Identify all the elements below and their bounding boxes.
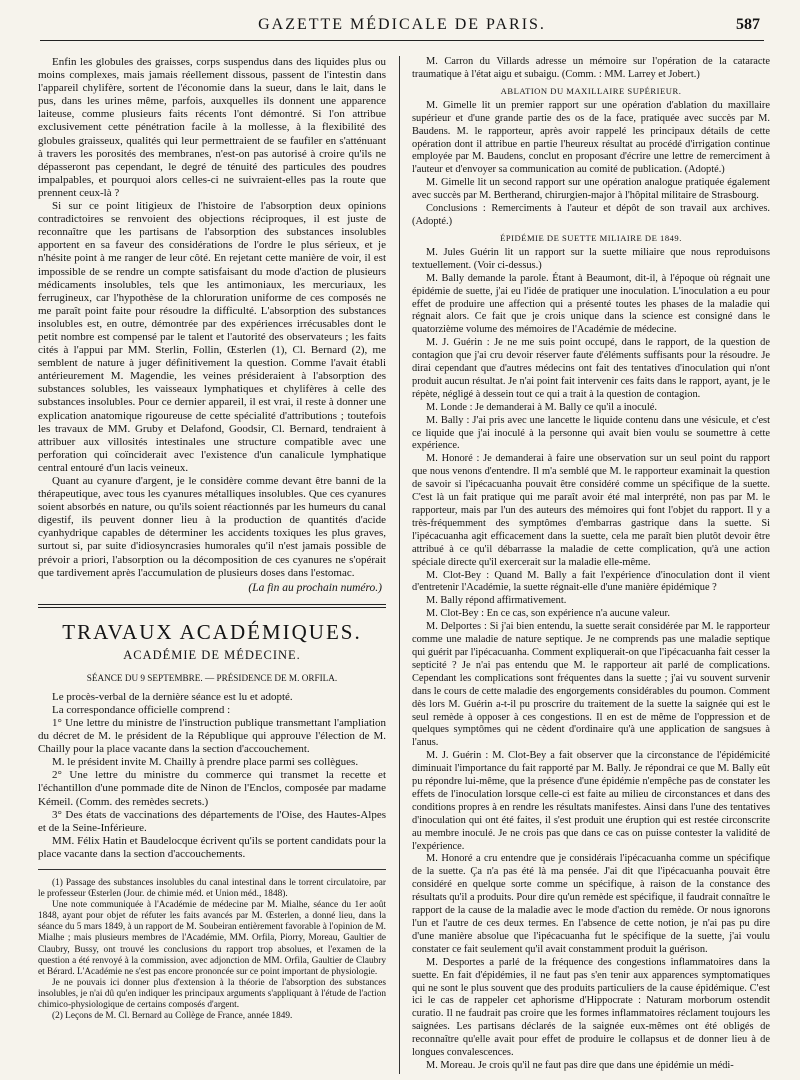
paragraph: La correspondance officielle comprend : — [52, 703, 231, 716]
paragraph: Enfin les globules des graisses, corps suspendus dans des liquides plus ou moins complexes, mais jamais réellement dissous, passent de l'intestin dans l'appareil chylifère, sortent de l'économie dans la sueur, dans le lait, dans le pus, dans les urines même, parfois, auxquelles ils donnent une apparence laiteuse, comme plusieurs faits récents l'ont démontré. Si l'on attribue exclusivement cette pénétration facile à la mollesse, à la flexibilité des globules graisseux, qualités qui leur permettraient de se faufiler en s'atténuant à travers les porosités des membranes, n'est-on pas autorisé à croire qu'ils ne dépasseront pas cependant, le degré de ténuité des particules des poudres impalpables, et pourquoi alors celles-ci ne suivraient-elles pas la route que prennent ceux-là ? — [38, 56, 386, 199]
footnotes — [38, 878, 386, 1022]
right-column — [412, 56, 770, 1076]
paragraph: Si sur ce point litigieux de l'histoire de l'absorption deux opinions contradictoires se renvoient des objections réciproques, il est juste de reconnaître que les partisans de l'absorption des substances insolubles apportent en sa faveur des considérations de l'ordre le plus sérieux, et je n'hésite point à me ranger de leur côté. En rejetant cette manière de voir, il est impossible de se rendre un compte satisfaisant du mode d'action de plusieurs médicaments insolubles, tels que les antimoniaux, les mercuriaux, les ferrugineux, car l'hypothèse de la chloruration uniforme de ces composés ne me paraît point faite pour résoudre la difficulté. L'absorption des substances insolubles est, en outre, démontrée par des expériences irrécusables dont le petit nombre est compensé par le talent et l'autorité des observateurs ; les faits cités à l'appui par MM. Sterlin, Follin, Œsterlen (1), Cl. Bernard (2), me semblent de nature à juger définitivement la question. Comme l'avait établi antérieurement M. Magendie, les veines présideraient à l'absorption des substances solubles, les vaisseaux lymphatiques et chylifères à celle des substances insolubles. Pour ce dernier appareil, il est vrai, il reste à donner une explication anatomique rigoureuse de cette spécialité d'attributions ; toutefois les travaux de MM. Gruby et Delafond, Goodsir, Cl. Bernard, tendraient à attribuer aux villosités intestinales une structure compatible avec une perforation qui coïnciderait avec l'existence d'un canalicule lymphatique central entouré d'un lacis veineux. — [38, 200, 386, 474]
footnote: (2) Leçons de M. Cl. Bernard au Collège de France, année 1849. — [52, 1011, 293, 1022]
paragraph: M. Clot-Bey : En ce cas, son expérience n'a aucune valeur. — [426, 608, 670, 620]
paragraph: M. Bally demande la parole. Étant à Beaumont, dit-il, à l'époque où régnait une épidémie de suette, j'ai eu l'idée de pratiquer une inoculation. L'inoculation a eu pour effet de produire une affection qui a présenté toutes les phases de la maladie qui régnait alors. Ce fait que je crois unique dans la science est consigné dans le quatorzième volume des mémoires de l'Académie de médecine. — [412, 272, 770, 336]
paragraph: M. Bally répond affirmativement. — [426, 595, 567, 607]
paragraph: M. Delportes : Si j'ai bien entendu, la suette serait considérée par M. le rapporteur comme une maladie de nature septique. Je ne comprends pas une maladie septique qui guérit par l'ipécacuanha. Comment expliquerait-on que l'ipécacuanha fait cesser la septicité ? Je n'ai pas entendu que M. le rapporteur ait parlé de complications. Cependant les complications sont fréquentes dans la suette ; j'ai vu souvent survenir dans le cours de cette maladie des engorgements considérables du poumon. Comment dès lors M. Guérin a-t-il pu proscrire du traitement de la suette la saignée qui est le seul remède à opposer à ces congestions. Il en est de même de l'oppression et de quelques symptômes qui ne cèdent d'ordinaire qu'à une application de sangsues à l'anus. — [412, 621, 770, 749]
paragraph: M. Desportes a parlé de la fréquence des congestions inflammatoires dans la suette. En fait d'épidémies, il ne faut pas s'en tenir aux apparences symptomatiques qui ne sont le plus souvent que des produits particuliers de la cause épidémique. C'est ici le cas de rappeler cet aphorisme d'Hippocrate : Naturam morborum ostendit curatio. Il ne faudrait pas croire que les formes inflammatoires réclament toujours les saignées. Les partisans déclarés de la saignée eux-mêmes ont été obligés de reconnaître qu'elle avait pour effet de produire le collapsus et de donner lieu à de longues convalescences. — [412, 956, 770, 1059]
paragraph: Le procès-verbal de la dernière séance est lu et adopté. — [52, 690, 293, 703]
paragraph: M. Londe : Je demanderai à M. Bally ce qu'il a inoculé. — [426, 401, 657, 413]
paragraph: M. Bally : J'ai pris avec une lancette le liquide contenu dans une vésicule, et c'est ce liquide que j'ai inoculé à la personne qui avait bien voulu se soumettre à cette expérience. — [412, 414, 770, 452]
subsection-heading: ABLATION DU MAXILLAIRE SUPÉRIEUR. — [500, 85, 682, 96]
page-number: 587 — [736, 16, 760, 33]
footnote-rule — [38, 869, 386, 870]
journal-title: GAZETTE MÉDICALE DE PARIS. — [258, 16, 546, 33]
paragraph: Quant au cyanure d'argent, je le considère comme devant être banni de la thérapeutique, avec tous les cyanures métalliques insolubles. Que ces cyanures soient absorbés en nature, ou qu'ils soient réactionnés par les humeurs du canal digestif, ils peuvent donner lieu à la production de quantités d'acide cyanhydrique capables de déterminer les accidents toxiques les plus graves, surtout si, par suite d'idiosyncrasies humorales qu'il n'est jamais possible de prévoir a priori, l'absorption ou la décomposition de ces cyanures ne s'opérait que tardivement après l'accumulation de plusieurs doses dans l'estomac. — [38, 475, 386, 579]
header-rule — [40, 40, 764, 41]
footnote: Une note communiquée à l'Académie de médecine par M. Mialhe, séance du 1er août 1848, ayant pour objet de réfuter les faits avancés par M. Œsterlen, a donné lieu, dans la séance du 5 mars 1849, à un rapport de M. Soubeiran entièrement favorable à l'opinion de M. Mialhe ; mais plusieurs membres de l'Académie, MM. Orfila, Piorry, Moreau, Gaultier de Claubry, Bussy, ont trouvé les conclusions du rapport trop absolues, et l'examen de la question a été renvoyé à la commission, avec adjonction de MM. Orfila, Gaultier de Claubry et Bérard. L'Académie ne s'est pas encore prononcée sur ce point important de physiologie. — [38, 900, 386, 977]
left-column — [38, 56, 386, 1076]
paragraph: M. Honoré a cru entendre que je considérais l'ipécacuanha comme un spécifique de la suette. Ça n'a pas été là ma pensée. J'ai dit que l'ipécacuanha pouvait être considéré en quelque sorte comme un spécifique, à raison de la constance des résultats qu'il a produits. Pour dire qu'un remède est spécifique, il faudrait connaître le rapport de la cause de la maladie avec le mode d'action du remède. Or nous ignorons l'un et l'autre de ces deux termes. En l'absence de cette notion, je n'ai pas pu dire d'une manière absolue que l'ipécacuanha fut le spécifique de la suette, j'ai voulu constater ce fait seulement qu'il avait constamment produit la guérison. — [412, 853, 770, 955]
footnote: Je ne pouvais ici donner plus d'extension à la théorie de l'absorption des substances insolubles, je n'ai dû qu'en indiquer les principaux arguments s'appliquant à l'étude de l'action chimico-physiologique de certains composés d'argent. — [38, 977, 386, 1010]
paragraph: M. Gimelle lit un premier rapport sur une opération d'ablation du maxillaire supérieur et d'une grande partie des os de la face, pratiquée avec succès par M. Baudens. M. le rapporteur, après avoir rappelé les principaux détails de cette opération dont il attribue en partie l'heureux résultat au procédé d'irrigation continue employée par M. Baudens, conclut en proposant d'écrire une lettre de remerciment à l'auteur et d'envoyer sa communication au comité de publication. (Adopté.) — [412, 99, 770, 176]
section-title: TRAVAUX ACADÉMIQUES. — [62, 619, 362, 644]
section-rule — [38, 604, 386, 608]
paragraph: M. Honoré : Je demanderai à faire une observation sur un seul point du rapport que nous venons d'entendre. Il m'a semblé que M. le rapporteur examinait la question de savoir si l'ipécacuanha pouvait être considéré comme un spécifique de la suette. C'est là un fait pratique qui me paraît avoir été mal interprété, non pas par M. le rapporteur, mais par l'un des auteurs des mémoires qui font l'objet du rapport. Il y a très-fréquemment des symptômes d'embarras gastrique dans la suette. Si l'ipécacuanha agit efficacement dans la suette, cela me paraît bien plutôt devoir être attribué à ce qu'il débarrasse la maladie de cette complication, qu'à une action spéciale directe qu'il exercerait sur la maladie elle-même. — [412, 453, 770, 568]
paragraph: 1° Une lettre du ministre de l'instruction publique transmettant l'ampliation du décret de M. le président de la République qui approuve l'élection de M. Chailly pour la place vacante dans la section d'accouchement. — [38, 716, 386, 756]
continued-note: (La fin au prochain numéro.) — [248, 581, 382, 594]
session-heading: SÉANCE DU 9 SEPTEMBRE. — PRÉSIDENCE DE M. ORFILA. — [86, 672, 338, 683]
paragraph: 3° Des états de vaccinations des départements de l'Oise, des Hautes-Alpes et de la Seine-Inférieure. — [38, 808, 386, 834]
paragraph: M. J. Guérin : Je ne me suis point occupé, dans le rapport, de la question de contagion que j'ai cru devoir réserver faute d'éléments suffisants pour la résoudre. Je dirai cependant que d'autres médecins ont fait des tentatives d'inoculation qui n'ont produit aucun résultat. Je n'ai point fait intervenir ces faits dans le rapport, ayant, je le répète, négligé à dessein tout ce qui a trait à la question de contagion. — [412, 337, 770, 400]
footnote: (1) Passage des substances insolubles du canal intestinal dans le torrent circulatoire, par le professeur Œsterlen (Jour. de chimie méd. et Union méd., 1848). — [38, 877, 386, 900]
paragraph: M. le président invite M. Chailly à prendre place parmi ses collègues. — [52, 756, 359, 769]
page-header — [40, 6, 764, 36]
paragraph: 2° Une lettre du ministre du commerce qui transmet la recette et l'échantillon d'une pommade dite de Ninon de l'Enclos, composée par madame Kémeil. (Comm. des remèdes secrets.) — [38, 769, 386, 808]
paragraph: MM. Félix Hatin et Baudelocque écrivent qu'ils se portent candidats pour la place vacante dans la section d'accouchements. — [38, 834, 386, 860]
subsection-heading: ÉPIDÉMIE DE SUETTE MILIAIRE DE 1849. — [500, 232, 682, 243]
paragraph: Conclusions : Remerciments à l'auteur et dépôt de son travail aux archives. (Adopté.) — [412, 203, 770, 227]
paragraph: M. Carron du Villards adresse un mémoire sur l'opération de la cataracte traumatique à l'état aigu et subaigu. (Comm. : MM. Larrey et Jobert.) — [412, 56, 770, 80]
paragraph: M. Jules Guérin lit un rapport sur la suette miliaire que nous reproduisons textuellement. (Voir ci-dessus.) — [412, 246, 770, 271]
paragraph: M. Moreau. Je crois qu'il ne faut pas dire que dans une épidémie un médi- — [426, 1059, 734, 1071]
paragraph: M. Clot-Bey : Quand M. Bally a fait l'expérience d'inoculation dont il vient d'entretenir l'Académie, la suette régnait-elle d'une manière épidémique ? — [412, 569, 770, 594]
paragraph: M. Gimelle lit un second rapport sur une opération analogue pratiquée également avec succès par M. Bertherand, chirurgien-major à l'hôpital militaire de Strasbourg. — [412, 177, 770, 202]
academy-heading: ACADÉMIE DE MÉDECINE. — [123, 647, 301, 662]
paragraph: M. J. Guérin : M. Clot-Bey a fait observer que la circonstance de l'épidémicité diminuait l'importance du fait rapporté par M. Bally. Je répondrai ce que M. Bally eût pu répondre lui-même, que la présence d'une épidémie n'empêche pas de constater les effets de l'inoculation lorsque celle-ci est faite au milieu de circonstances et dans des conditions propres à en rendre les résultats manifestes. Ainsi dans l'une des tentatives d'inoculation qui ont été faites, il s'est produit une éruption qui est restée circonscrite au membre inoculé. Je ne crois pas que dans ce cas on puisse contester la validité de l'expérience. — [412, 750, 770, 852]
column-divider — [399, 56, 400, 1074]
